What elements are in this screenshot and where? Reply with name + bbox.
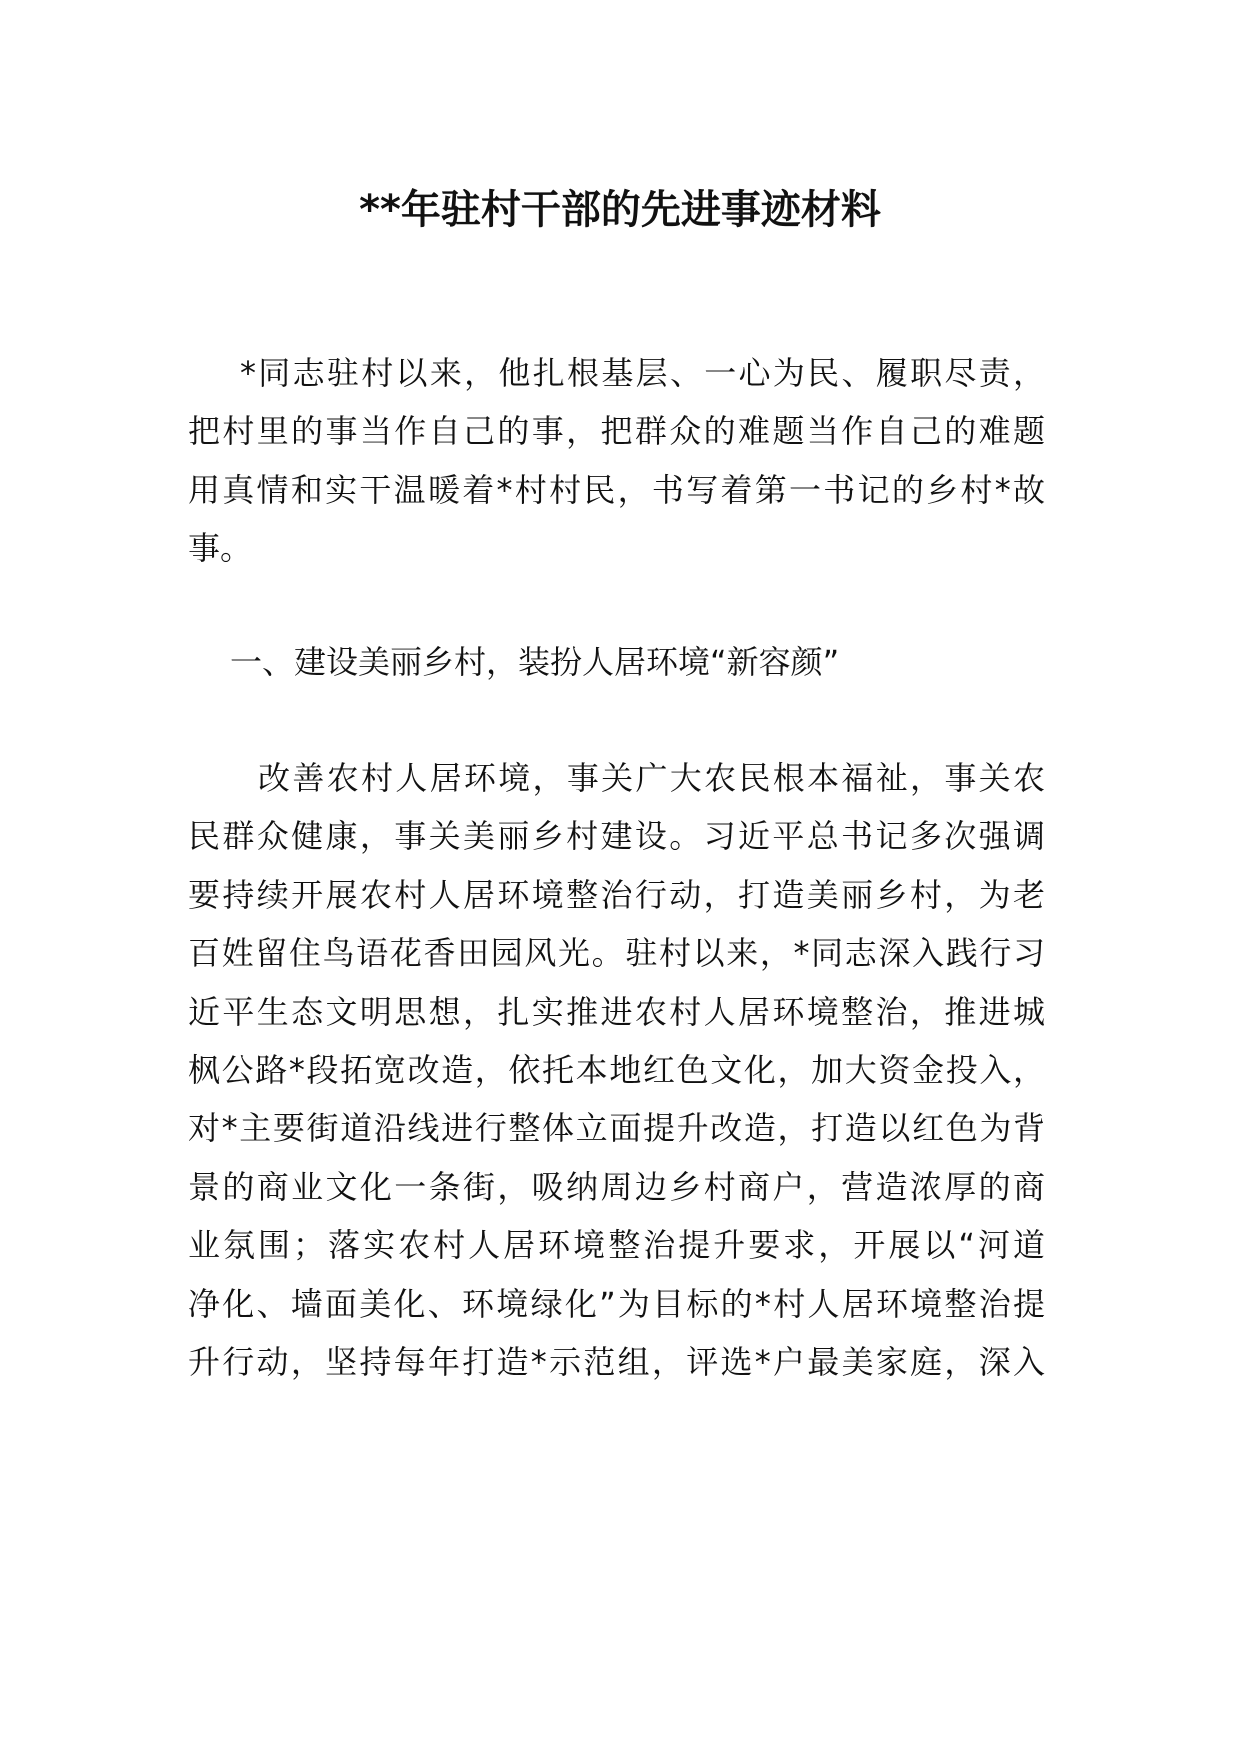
paragraph-line: 民群众健康，事关美丽乡村建设。习近平总书记多次强调 xyxy=(188,817,1045,856)
section-heading-block xyxy=(188,633,1045,691)
paragraph-line: 枫公路*段拓宽改造，依托本地红色文化，加大资金投入， xyxy=(188,1050,1045,1089)
paragraph-line: 景的商业文化一条街，吸纳周边乡村商户，营造浓厚的商 xyxy=(188,1167,1045,1206)
document-title: **年驻村干部的先进事迹材料 xyxy=(359,187,881,233)
paragraph-line: 要持续开展农村人居环境整治行动，打造美丽乡村，为老 xyxy=(188,875,1045,914)
paragraph-line: 升行动，坚持每年打造*示范组，评选*户最美家庭，深入 xyxy=(188,1342,1045,1381)
paragraph-line: 事。 xyxy=(188,529,253,568)
paragraph-line: 业氛围；落实农村人居环境整治提升要求，开展以“河道 xyxy=(188,1226,1045,1265)
intro-paragraph xyxy=(188,344,1045,578)
paragraph-line: 对*主要街道沿线进行整体立面提升改造，打造以红色为背 xyxy=(188,1109,1045,1148)
section-heading: 一、建设美丽乡村，装扮人居环境“新容颜” xyxy=(230,643,840,681)
paragraph-line: 净化、墙面美化、环境绿化”为目标的*村人居环境整治提 xyxy=(188,1284,1045,1323)
paragraph-line: 近平生态文明思想，扎实推进农村人居环境整治，推进城 xyxy=(188,992,1045,1031)
paragraph-line: *同志驻村以来，他扎根基层、一心为民、履职尽责， xyxy=(240,354,1045,392)
paragraph-line: 把村里的事当作自己的事，把群众的难题当作自己的难题 xyxy=(188,412,1045,451)
body-paragraph xyxy=(188,749,1045,1391)
paragraph-line: 百姓留住鸟语花香田园风光。驻村以来，*同志深入践行习 xyxy=(188,934,1045,973)
paragraph-line: 改善农村人居环境，事关广大农民根本福祉，事关农 xyxy=(258,759,1045,797)
paragraph-line: 用真情和实干温暖着*村村民，书写着第一书记的乡村*故 xyxy=(188,470,1045,509)
